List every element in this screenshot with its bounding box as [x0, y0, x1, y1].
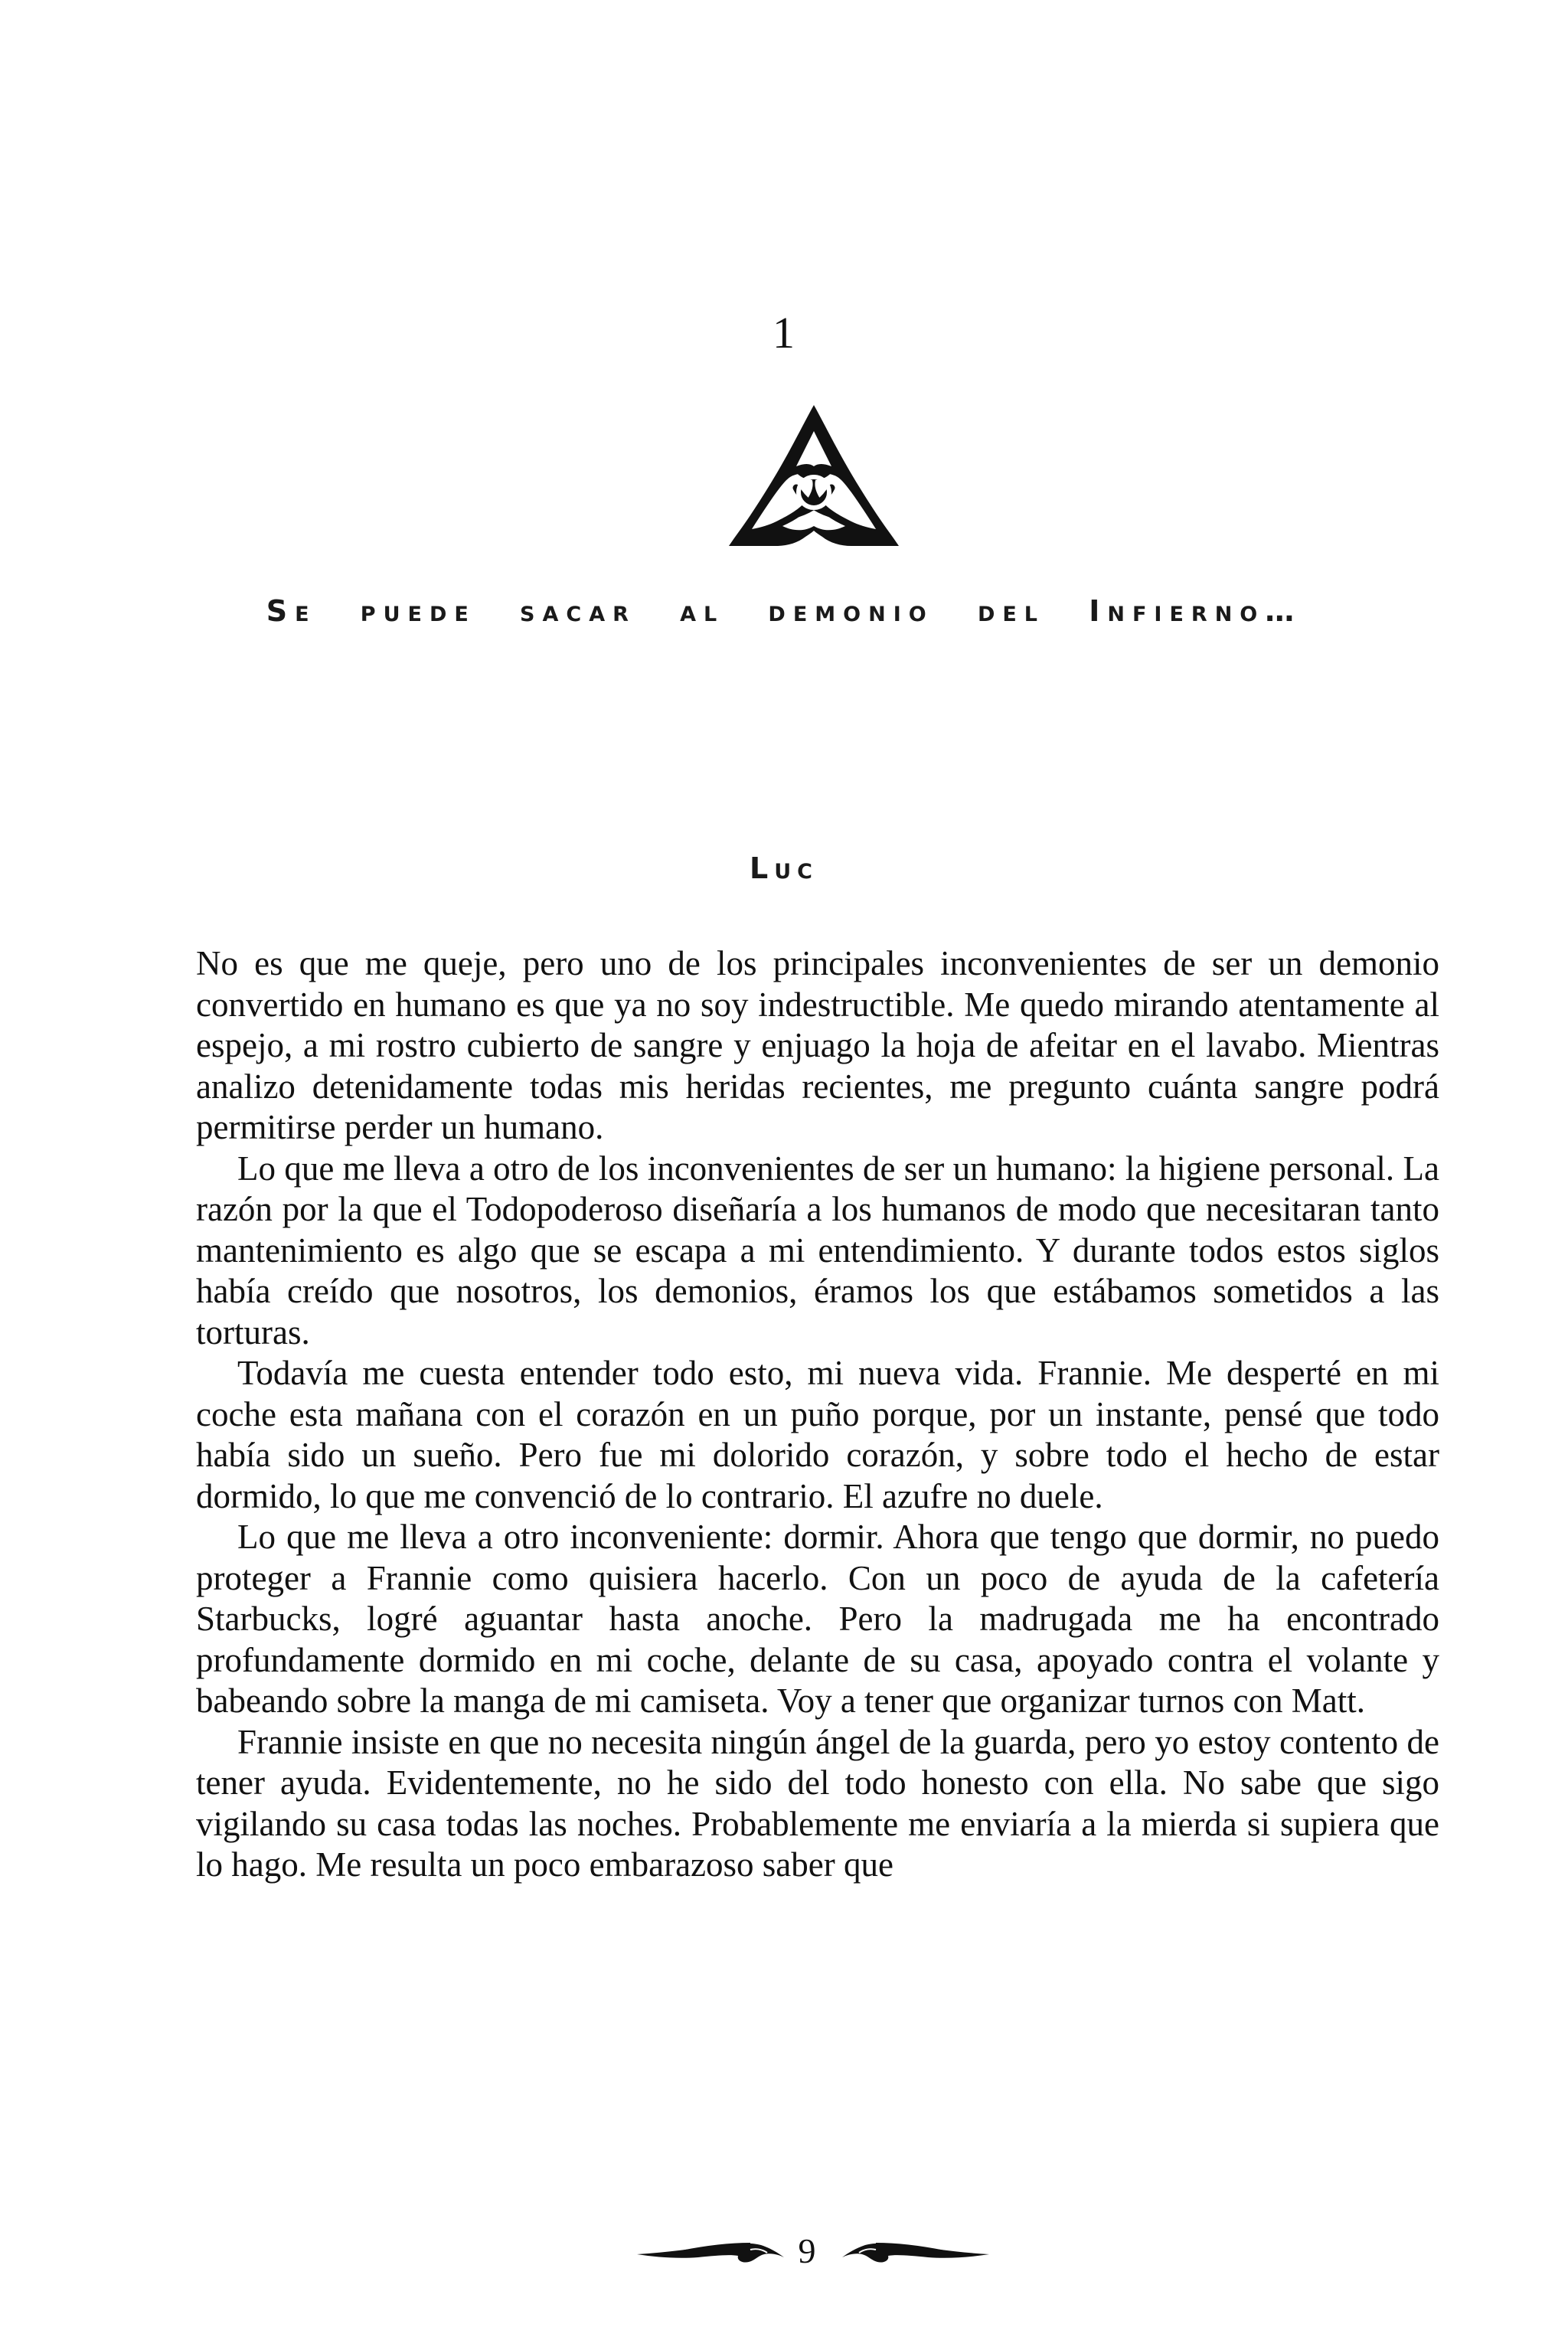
swash-left-icon: [635, 2234, 789, 2268]
celtic-triquetra-icon: [726, 402, 902, 551]
paragraph: Lo que me lleva a otro inconveniente: dormir. Ahora que tengo que dormir, no puedo proteger a Frannie como quisiera hacerlo. Con un poco de ayuda de la cafetería Starbucks, logré aguantar hasta anoche. Pero la madrugada me ha encontrado profundamente dormido en mi coche, delante de su casa, apoyado contra el volante y babeando sobre la manga de mi camiseta. Voy a tener que organizar turnos con Matt.: [196, 1518, 1439, 1720]
paragraph: Todavía me cuesta entender todo esto, mi nueva vida. Frannie. Me desperté en mi coche esta mañana con el corazón en un puño porque, por un instante, pensé que todo había sido un sueño. Pero fue mi dolorido corazón, y sobre todo el hecho de estar dormido, lo que me convenció de lo contrario. El azufre no duele.: [196, 1354, 1439, 1515]
paragraph: Lo que me lleva a otro de los inconvenientes de ser un humano: la higiene personal. La razón por la que el Todopoderoso diseñaría a los humanos de modo que necesitaran tanto mantenimiento es algo que se escapa a mi entendimiento. Y durante todos estos siglos había creído que nosotros, los demonios, éramos los que estábamos sometidos a las torturas.: [196, 1149, 1439, 1351]
paragraph: No es que me queje, pero uno de los principales inconvenientes de ser un demonio convertido en humano es que ya no soy indestructible. Me quedo mirando atentamente al espejo, a mi rostro cubierto de sangre y enjuago la hoja de afeitar en el lavabo. Mientras analizo detenidamente todas mis heridas recientes, me pregunto cuánta sangre podrá permitirse perder un humano.: [196, 944, 1439, 1146]
narrator-heading: Luc: [750, 851, 818, 885]
chapter-title: Se puede sacar al demonio del Infierno…: [266, 594, 1302, 628]
folio: [0, 2228, 1568, 2274]
paragraph: Frannie insiste en que no necesita ningún ángel de la guarda, pero yo estoy contento de tener ayuda. Evidentemente, no he sido del todo honesto con ella. No sabe que sigo vigilando su casa todas las noches. Probablemente me enviaría a la mierda si supiera que lo hago. Me resulta un poco embarazoso saber que: [196, 1722, 1439, 1884]
swash-right-icon: [838, 2234, 991, 2268]
page-number: 9: [798, 2231, 816, 2270]
chapter-number: 1: [773, 308, 795, 358]
body-text: [196, 943, 1439, 1886]
